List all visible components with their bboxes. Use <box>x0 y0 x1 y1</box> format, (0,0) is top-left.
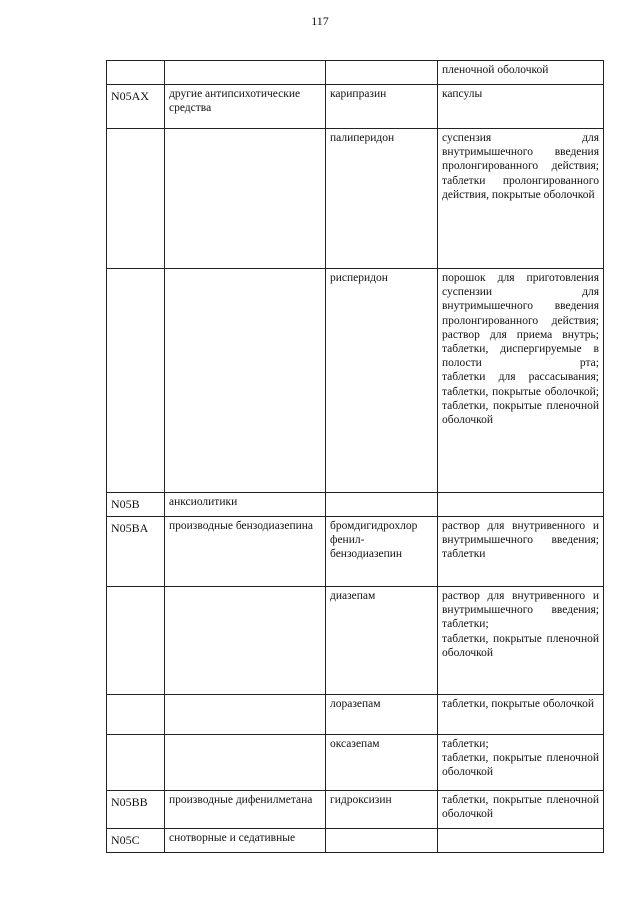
table-row <box>107 735 604 791</box>
dosage-form-item: таблетки, покрытые оболочкой <box>442 698 594 710</box>
atc-code-cell: N05B <box>107 493 165 517</box>
dosage-form-item: таблетки пролонгированного действия, покрытые оболочкой <box>442 174 599 201</box>
dosage-forms-cell <box>438 493 604 517</box>
table-row <box>107 791 604 829</box>
atc-code-cell: N05AX <box>107 85 165 129</box>
dosage-form-item: таблетки, покрытые пленочной оболочкой <box>442 752 599 779</box>
dosage-form-item: раствор для приема внутрь; <box>442 328 599 341</box>
dosage-forms-cell <box>438 791 604 829</box>
group-cell <box>165 61 326 85</box>
table-row <box>107 493 604 517</box>
dosage-form-item: таблетки для рассасывания; <box>442 371 599 384</box>
drug-name-cell <box>326 61 438 85</box>
group-cell <box>165 735 326 791</box>
drug-name-cell: рисперидон <box>326 269 438 493</box>
dosage-form-item: таблетки, диспергируемые в полости рта; <box>442 343 599 370</box>
dosage-form-item: суспензия для внутримышечного введения пролонгированного действия; <box>442 132 599 173</box>
dosage-form-item: таблетки <box>442 548 486 561</box>
dosage-forms-cell <box>438 61 604 85</box>
group-cell <box>165 129 326 269</box>
dosage-forms-cell <box>438 587 604 695</box>
drug-name-cell: бромдигидрохлор фенил-бензодиазепин <box>326 517 438 587</box>
drug-name-cell: карипразин <box>326 85 438 129</box>
dosage-forms-cell <box>438 269 604 493</box>
group-cell <box>165 587 326 695</box>
drug-name-cell: оксазепам <box>326 735 438 791</box>
dosage-forms-cell <box>438 85 604 129</box>
drug-name-cell: палиперидон <box>326 129 438 269</box>
table-row <box>107 829 604 853</box>
drug-table <box>106 60 604 853</box>
group-cell: другие антипсихотические средства <box>165 85 326 129</box>
drug-name-cell: гидроксизин <box>326 791 438 829</box>
dosage-form-item: таблетки; <box>442 738 489 750</box>
atc-code-cell: N05BB <box>107 791 165 829</box>
dosage-form-item: таблетки, покрытые пленочной оболочкой <box>442 399 599 427</box>
group-cell: производные бензодиазепина <box>165 517 326 587</box>
table-row <box>107 695 604 735</box>
dosage-forms-cell <box>438 517 604 587</box>
atc-code-cell <box>107 735 165 791</box>
dosage-form-item: раствор для внутривенного и внутримышечного введения; <box>442 520 599 547</box>
table-row <box>107 587 604 695</box>
table-row <box>107 61 604 85</box>
dosage-forms-cell <box>438 129 604 269</box>
group-cell: анксиолитики <box>165 493 326 517</box>
atc-code-cell <box>107 269 165 493</box>
group-cell <box>165 269 326 493</box>
atc-code-cell <box>107 587 165 695</box>
table-row <box>107 269 604 493</box>
table-row <box>107 85 604 129</box>
dosage-forms-cell <box>438 695 604 735</box>
dosage-form-item: раствор для внутривенного и внутримышечного введения; <box>442 590 599 617</box>
dosage-form-item: таблетки; <box>442 618 489 631</box>
group-cell <box>165 695 326 735</box>
dosage-form-item: капсулы <box>442 88 483 100</box>
atc-code-cell: N05C <box>107 829 165 853</box>
drug-name-cell: лоразепам <box>326 695 438 735</box>
group-cell: производные дифенилметана <box>165 791 326 829</box>
table-row <box>107 129 604 269</box>
dosage-form-item: порошок для приготовления суспензии для внутримышечного введения пролонгированного действия; <box>442 272 599 327</box>
page-number: 117 <box>311 14 329 28</box>
dosage-form-item: таблетки, покрытые пленочной оболочкой <box>442 632 599 659</box>
atc-code-cell: N05BA <box>107 517 165 587</box>
atc-code-cell <box>107 61 165 85</box>
dosage-form-item: таблетки, покрытые пленочной оболочкой <box>442 794 599 821</box>
dosage-forms-cell <box>438 735 604 791</box>
table-row <box>107 517 604 587</box>
dosage-forms-cell <box>438 829 604 853</box>
atc-code-cell <box>107 695 165 735</box>
drug-name-cell <box>326 493 438 517</box>
drug-name-cell: диазепам <box>326 587 438 695</box>
atc-code-cell <box>107 129 165 269</box>
dosage-form-item: таблетки, покрытые оболочкой; <box>442 385 599 398</box>
group-cell: снотворные и седативные <box>165 829 326 853</box>
drug-name-cell <box>326 829 438 853</box>
dosage-form-item: пленочной оболочкой <box>442 64 549 76</box>
